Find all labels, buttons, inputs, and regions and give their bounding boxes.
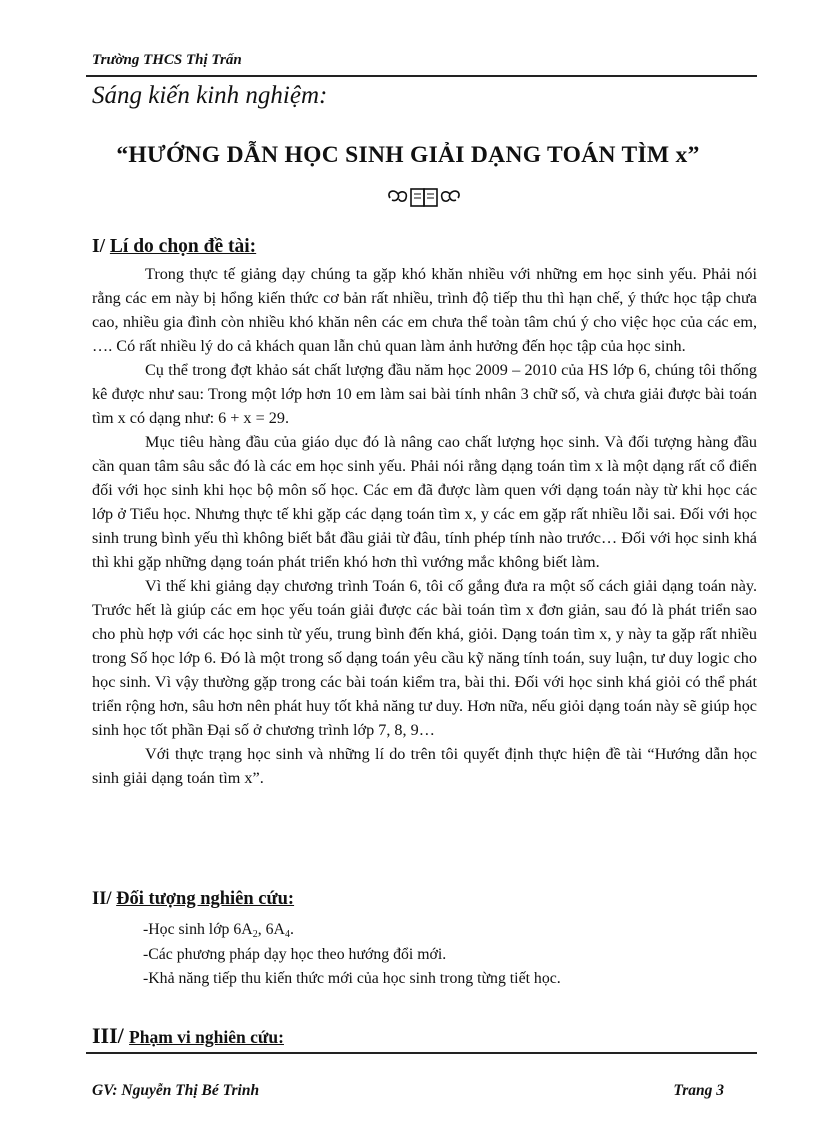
section-heading-3	[92, 1023, 284, 1049]
research-subjects-list	[143, 918, 561, 992]
section-number: III/	[92, 1023, 124, 1048]
paragraph: Vì thế khi giảng dạy chương trình Toán 6, tôi cố gắng đưa ra một số cách giải dạng toán này. Trước hết là giúp các em học yếu toán giải được các bài toán tìm x đơn giản, sau đó là phát triển sao cho phù hợp với các học sinh từ yếu, trung bình đến khá, giỏi. Dạng toán tìm x, y này ta gặp rất nhiều trong Số học lớp 6. Đó là một trong số dạng toán yêu cầu kỹ năng tính toán, suy luận, tư duy logic cho học sinh. Vì vậy thường gặp trong các bài toán kiểm tra, bài thi. Đối với học sinh khá giỏi có thể phát triển rộng hơn, sâu hơn nên phát huy tốt khả năng tư duy. Hơn nữa, nếu giỏi dạng toán này sẽ giúp học sinh học tốt phần Đại số ở chương trình lớp 7, 8, 9…	[92, 577, 757, 739]
section-number: I/	[92, 236, 106, 257]
paragraph: Trong thực tế giảng dạy chúng ta gặp khó khăn nhiều với những em học sinh yếu. Phải nói rằng các em này bị hổng kiến thức cơ bản rất nhiều, trình độ tiếp thu thì hạn chế, ý thức học tập chưa cao, nhiều gia đình còn nhiều khó khăn nên các em chưa thể toàn tâm chú ý cho việc học của các em, …. Có rất nhiều lý do cả khách quan lẫn chủ quan làm ảnh hưởng đến học tập của học sinh.	[92, 265, 757, 355]
section-title: Lí do chọn đề tài:	[109, 236, 257, 257]
book-ornament-icon	[384, 184, 464, 212]
section-heading-2	[92, 889, 294, 910]
list-item: -Các phương pháp dạy học theo hướng đổi mới.	[143, 945, 447, 963]
paragraph: Cụ thể trong đợt khảo sát chất lượng đầu năm học 2009 – 2010 của HS lớp 6, chúng tôi thống kê được như sau: Trong một lớp hơn 10 em làm sai bài tính nhân 3 chữ số, và chưa giải được bài toán tìm x có dạng như: 6 + x = 29.	[92, 361, 757, 427]
footer-divider	[86, 1052, 757, 1054]
page-number: Trang 3	[673, 1082, 724, 1099]
section-title: Phạm vi nghiên cứu:	[129, 1027, 284, 1047]
list-item: -Khả năng tiếp thu kiến thức mới của học sinh trong từng tiết học.	[143, 970, 561, 987]
footer-author: GV: Nguyễn Thị Bé Trinh	[92, 1082, 260, 1099]
paragraph: Mục tiêu hàng đầu của giáo dục đó là nâng cao chất lượng học sinh. Và đối tượng hàng đầu cần quan tâm sâu sắc đó là các em học sinh yếu. Phải nói rằng dạng toán tìm x là một dạng rất cổ điển đối với học sinh khi học bộ môn số học. Các em đã được làm quen với dạng toán này từ khi học các lớp ở Tiểu học. Nhưng thực tế khi gặp các dạng toán tìm x, y các em gặp rất nhiều lỗi sai. Đối với học sinh trung bình yếu thì không biết bắt đầu giải từ đâu, tính phép tính nào trước… Đối với học sinh khá thì khi gặp những dạng toán phát triển khó hơn thì vướng mắc không biết làm.	[92, 433, 757, 571]
document-type: Sáng kiến kinh nghiệm:	[92, 82, 328, 109]
page-title: “HƯỚNG DẪN HỌC SINH GIẢI DẠNG TOÁN TÌM x”	[116, 142, 700, 168]
school-header: Trường THCS Thị Trấn	[92, 52, 242, 68]
paragraph: Với thực trạng học sinh và những lí do trên tôi quyết định thực hiện đề tài “Hướng dẫn học sinh giải dạng toán tìm x”.	[92, 745, 757, 787]
list-item: -Học sinh lớp $6A_2$, $6A_4$.	[143, 921, 294, 940]
section-heading-1	[92, 236, 256, 258]
section-title: Đối tượng nghiên cứu:	[116, 889, 295, 909]
section-number: II/	[92, 889, 112, 909]
header-divider	[86, 75, 757, 77]
body-text	[92, 262, 757, 790]
